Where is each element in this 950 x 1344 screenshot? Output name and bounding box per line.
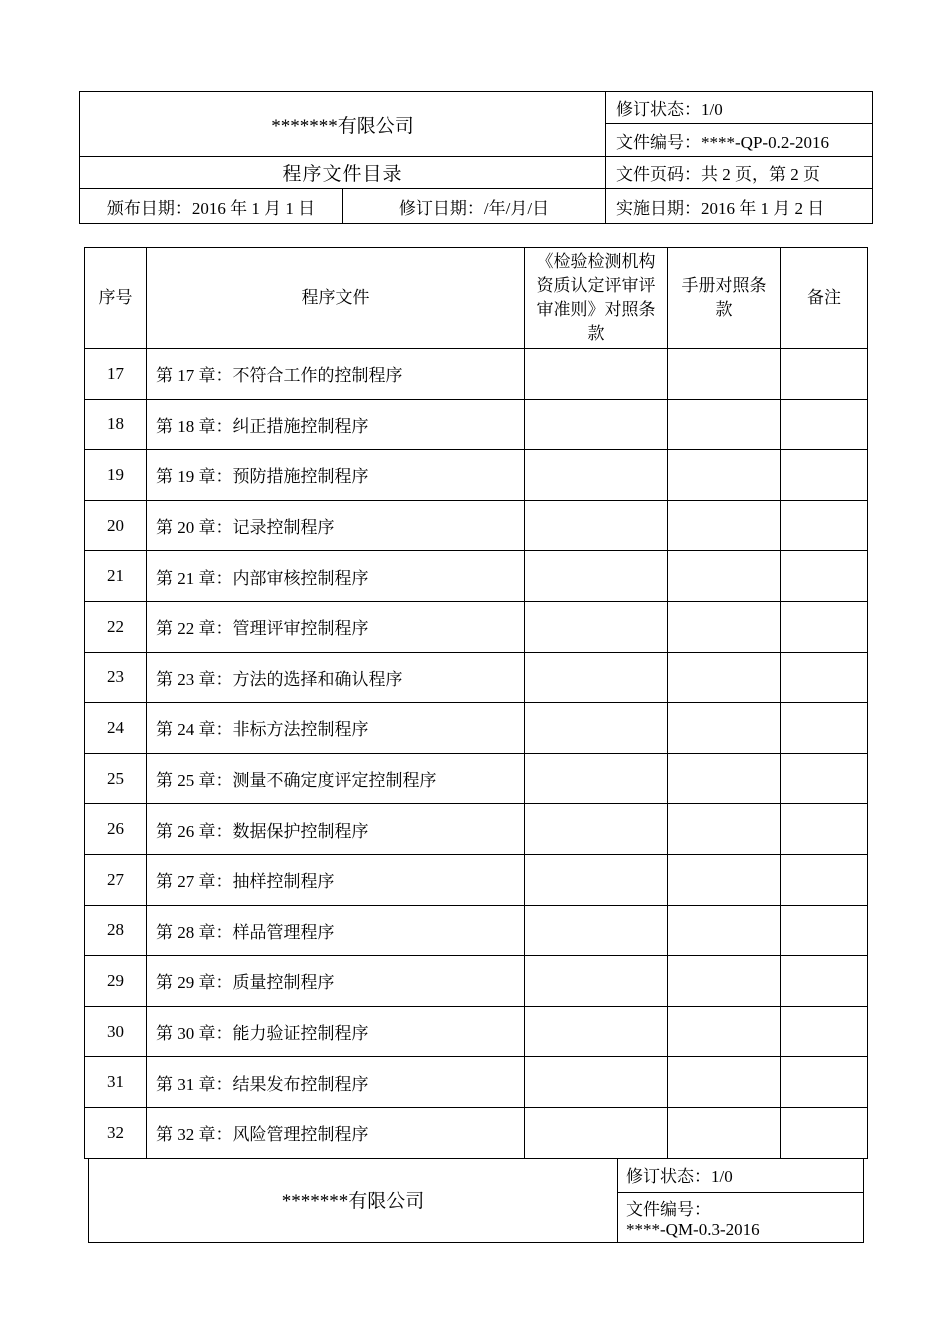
footer-doc-number-value: ****-QM-0.3-2016 xyxy=(626,1219,760,1239)
table-row xyxy=(85,854,868,905)
column-header-manual: 手册对照条款 xyxy=(668,248,781,349)
table-row xyxy=(85,804,868,855)
table-row xyxy=(85,905,868,956)
procedure-table xyxy=(84,247,868,1159)
row-number: 30 xyxy=(85,1006,147,1057)
row-procedure-name: 第 22 章：管理评审控制程序 xyxy=(147,601,525,652)
revision-date: 修订日期：/年/月/日 xyxy=(343,189,606,224)
row-criteria-cell xyxy=(525,703,668,754)
row-criteria-cell xyxy=(525,399,668,450)
row-manual-cell xyxy=(668,399,781,450)
table-row xyxy=(85,703,868,754)
row-procedure-name: 第 21 章：内部审核控制程序 xyxy=(147,551,525,602)
row-manual-cell xyxy=(668,1107,781,1158)
footer-document-number xyxy=(618,1192,864,1242)
row-criteria-cell xyxy=(525,905,668,956)
row-remarks-cell xyxy=(781,399,868,450)
row-procedure-name: 第 28 章：样品管理程序 xyxy=(147,905,525,956)
column-header-criteria: 《检验检测机构资质认定评审评审准则》对照条款 xyxy=(525,248,668,349)
row-manual-cell xyxy=(668,753,781,804)
row-procedure-name: 第 26 章：数据保护控制程序 xyxy=(147,804,525,855)
row-criteria-cell xyxy=(525,1107,668,1158)
footer-revision-status: 修订状态：1/0 xyxy=(618,1158,864,1192)
row-manual-cell xyxy=(668,804,781,855)
row-manual-cell xyxy=(668,601,781,652)
table-row xyxy=(85,399,868,450)
table-row xyxy=(85,349,868,400)
document-footer xyxy=(88,1158,864,1243)
row-criteria-cell xyxy=(525,450,668,501)
row-manual-cell xyxy=(668,1006,781,1057)
row-remarks-cell xyxy=(781,349,868,400)
row-remarks-cell xyxy=(781,601,868,652)
row-remarks-cell xyxy=(781,905,868,956)
row-number: 22 xyxy=(85,601,147,652)
document-number: 文件编号：****-QP-0.2-2016 xyxy=(606,124,873,157)
row-remarks-cell xyxy=(781,1057,868,1108)
table-row xyxy=(85,652,868,703)
row-number: 29 xyxy=(85,956,147,1007)
company-name: *******有限公司 xyxy=(80,92,606,157)
row-number: 25 xyxy=(85,753,147,804)
table-row xyxy=(85,551,868,602)
row-manual-cell xyxy=(668,500,781,551)
row-manual-cell xyxy=(668,703,781,754)
row-remarks-cell xyxy=(781,450,868,501)
row-criteria-cell xyxy=(525,349,668,400)
row-manual-cell xyxy=(668,854,781,905)
row-criteria-cell xyxy=(525,804,668,855)
row-procedure-name: 第 29 章：质量控制程序 xyxy=(147,956,525,1007)
row-remarks-cell xyxy=(781,1006,868,1057)
revision-status: 修订状态：1/0 xyxy=(606,92,873,124)
column-header-remarks: 备注 xyxy=(781,248,868,349)
table-header-row xyxy=(85,248,868,349)
table-row xyxy=(85,450,868,501)
row-manual-cell xyxy=(668,1057,781,1108)
row-manual-cell xyxy=(668,450,781,501)
row-manual-cell xyxy=(668,652,781,703)
page-info: 文件页码：共 2 页，第 2 页 xyxy=(606,157,873,189)
row-manual-cell xyxy=(668,551,781,602)
row-criteria-cell xyxy=(525,753,668,804)
row-criteria-cell xyxy=(525,601,668,652)
column-header-seq: 序号 xyxy=(85,248,147,349)
row-number: 18 xyxy=(85,399,147,450)
table-row xyxy=(85,500,868,551)
document-title: 程序文件目录 xyxy=(80,157,606,189)
row-procedure-name: 第 18 章：纠正措施控制程序 xyxy=(147,399,525,450)
table-row xyxy=(85,753,868,804)
row-manual-cell xyxy=(668,349,781,400)
row-remarks-cell xyxy=(781,1107,868,1158)
row-procedure-name: 第 32 章：风险管理控制程序 xyxy=(147,1107,525,1158)
row-procedure-name: 第 27 章：抽样控制程序 xyxy=(147,854,525,905)
row-number: 19 xyxy=(85,450,147,501)
row-remarks-cell xyxy=(781,956,868,1007)
row-manual-cell xyxy=(668,956,781,1007)
row-procedure-name: 第 17 章：不符合工作的控制程序 xyxy=(147,349,525,400)
row-number: 31 xyxy=(85,1057,147,1108)
row-procedure-name: 第 24 章：非标方法控制程序 xyxy=(147,703,525,754)
row-criteria-cell xyxy=(525,652,668,703)
row-number: 24 xyxy=(85,703,147,754)
row-remarks-cell xyxy=(781,500,868,551)
row-procedure-name: 第 19 章：预防措施控制程序 xyxy=(147,450,525,501)
row-number: 20 xyxy=(85,500,147,551)
row-number: 28 xyxy=(85,905,147,956)
row-procedure-name: 第 23 章：方法的选择和确认程序 xyxy=(147,652,525,703)
row-remarks-cell xyxy=(781,703,868,754)
row-criteria-cell xyxy=(525,551,668,602)
row-criteria-cell xyxy=(525,956,668,1007)
row-number: 21 xyxy=(85,551,147,602)
effective-date: 实施日期：2016 年 1 月 2 日 xyxy=(606,189,873,224)
row-remarks-cell xyxy=(781,854,868,905)
row-criteria-cell xyxy=(525,500,668,551)
table-row xyxy=(85,1107,868,1158)
row-number: 17 xyxy=(85,349,147,400)
issue-date: 颁布日期：2016 年 1 月 1 日 xyxy=(80,189,343,224)
row-manual-cell xyxy=(668,905,781,956)
row-procedure-name: 第 25 章：测量不确定度评定控制程序 xyxy=(147,753,525,804)
table-row xyxy=(85,601,868,652)
row-remarks-cell xyxy=(781,551,868,602)
table-row xyxy=(85,1057,868,1108)
row-criteria-cell xyxy=(525,854,668,905)
row-number: 27 xyxy=(85,854,147,905)
row-remarks-cell xyxy=(781,804,868,855)
table-row xyxy=(85,1006,868,1057)
document-header xyxy=(79,91,873,224)
footer-doc-number-label: 文件编号： xyxy=(626,1199,711,1219)
row-procedure-name: 第 30 章：能力验证控制程序 xyxy=(147,1006,525,1057)
footer-company-name: *******有限公司 xyxy=(89,1158,618,1242)
row-procedure-name: 第 20 章：记录控制程序 xyxy=(147,500,525,551)
row-number: 26 xyxy=(85,804,147,855)
table-row xyxy=(85,956,868,1007)
row-procedure-name: 第 31 章：结果发布控制程序 xyxy=(147,1057,525,1108)
row-number: 23 xyxy=(85,652,147,703)
row-remarks-cell xyxy=(781,753,868,804)
row-criteria-cell xyxy=(525,1057,668,1108)
row-criteria-cell xyxy=(525,1006,668,1057)
row-number: 32 xyxy=(85,1107,147,1158)
column-header-procedure: 程序文件 xyxy=(147,248,525,349)
row-remarks-cell xyxy=(781,652,868,703)
